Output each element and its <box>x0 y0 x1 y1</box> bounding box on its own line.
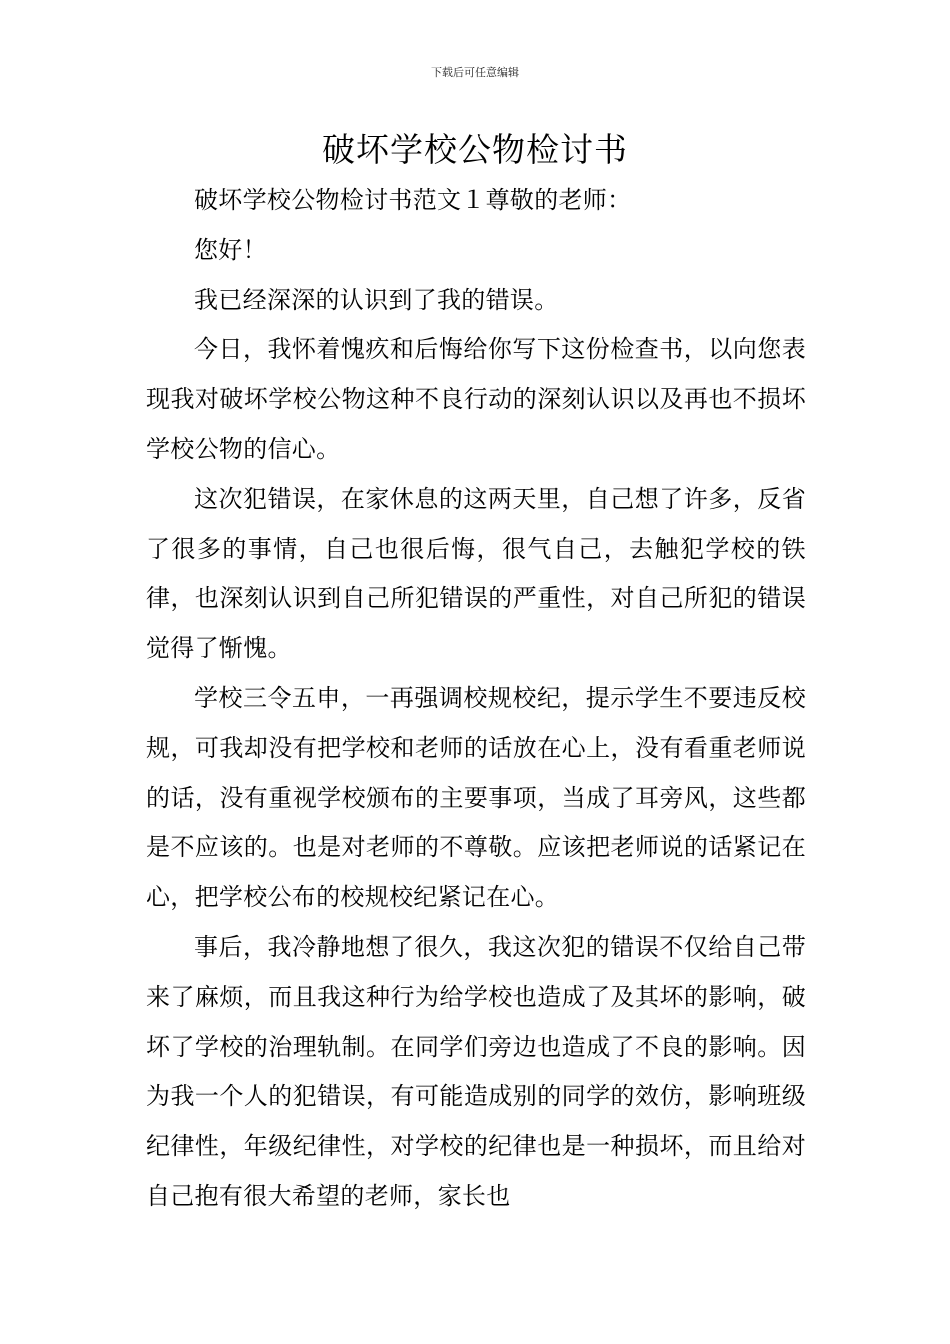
document-body <box>146 176 806 1222</box>
paragraph: 今日，我怀着愧疚和后悔给你写下这份检查书，以向您表现我对破坏学校公物这种不良行动的深刻认识以及再也不损坏学校公物的信心。 <box>146 335 806 463</box>
paragraph-salutation: 破坏学校公物检讨书范文１尊敬的老师： <box>194 186 632 214</box>
paragraph-greeting: 您好！ <box>194 235 267 264</box>
header-note: 下载后可任意编辑 <box>431 66 519 79</box>
document-title: 破坏学校公物检讨书 <box>322 130 628 169</box>
paragraph: 事后，我冷静地想了很久，我这次犯的错误不仅给自己带来了麻烦，而且我这种行为给学校也造成了及其坏的影响，破坏了学校的治理轨制。在同学们旁边也造成了不良的影响。因为我一个人的犯错误，有可能造成别的同学的效仿，影响班级纪律性，年级纪律性，对学校的纪律也是一种损坏，而且给对自己抱有很大希望的老师，家长也 <box>146 932 806 1210</box>
paragraph: 这次犯错误，在家休息的这两天里，自己想了许多，反省了很多的事情，自己也很后悔，很气自己，去触犯学校的铁律，也深刻认识到自己所犯错误的严重性，对自己所犯的错误觉得了惭愧。 <box>146 484 806 663</box>
paragraph: 学校三令五申，一再强调校规校纪，提示学生不要违反校规，可我却没有把学校和老师的话放在心上，没有看重老师说的话，没有重视学校颁布的主要事项，当成了耳旁风，这些都是不应该的。也是对老师的不尊敬。应该把老师说的话紧记在心，把学校公布的校规校纪紧记在心。 <box>146 683 806 912</box>
paragraph: 我已经深深的认识到了我的错误。 <box>194 285 559 314</box>
